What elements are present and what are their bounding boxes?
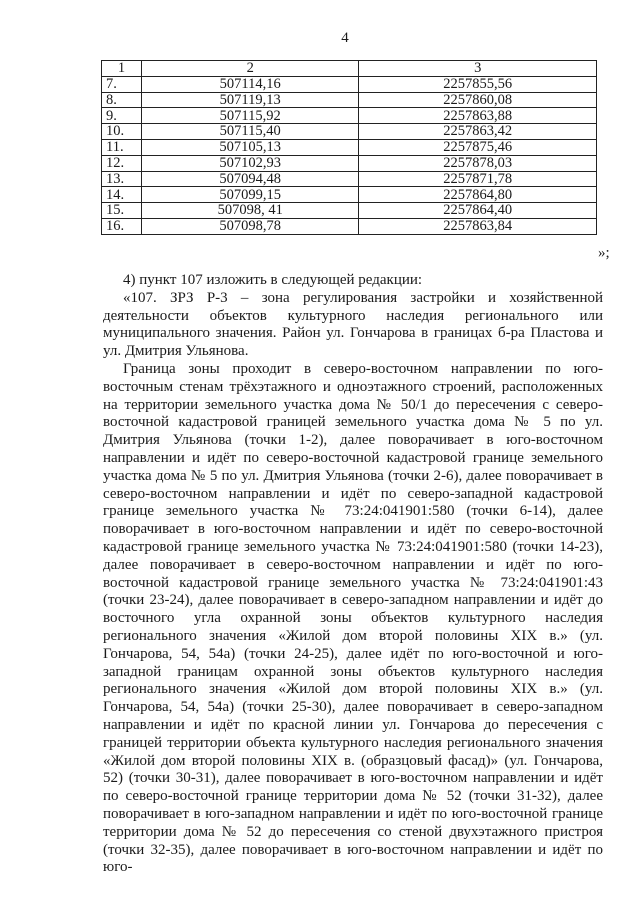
boundary-description: Граница зоны проходит в северо-восточном направлении по юго-восточным стенам трёхэтажного и одноэтажного строений, расположенных на территории земельного участка дома № 50/1 до пересечения с северо-восточной кадастровой границей земельного участка дома № 5 по ул. Дмитрия Ульянова (точки 1-2), далее поворачивает в юго-восточном направлении и идёт по северо-восточной кадастровой границе земельного участка дома № 5 по ул. Дмитрия Ульянова (точки 2-6), далее поворачивает в северо-восточном направлении и идёт по северо-западной кадастровой границе земельного участка № 73:24:041901:580 (точки 6-14), далее поворачивает в юго-восточном направлении и идёт по северо-восточной кадастровой границе земельного участка № 73:24:041901:580 (точки 14-23), далее поворачивает в северо-восточном направлении и идёт по юго-восточной кадастровой границе земельного участка № 73:24:041901:43 (точки 23-24), далее поворачивает в северо-западном направлении и идёт до восточного угла охранной зоны объектов культурного наследия регионального значения «Жилой дом второй половины XIX в.» (ул. Гончарова, 54, 54а) (точки 24-25), далее идёт по юго-восточной и юго-западной границам охранной зоны объектов культурного наследия регионального значения «Жилой дом второй половины XIX в.» (ул. Гончарова, 54, 54а) (точки 25-30), далее поворачивает в северо-западном направлении и идёт по красной линии ул. Гончарова до пересечения с границей территории объекта культурного наследия регионального значения «Жилой дом второй половины XIX в. (образцовый фасад)» (ул. Гончарова, 52) (точки 30-31), далее поворачивает в юго-восточном направлении и идёт по северо-восточной границе территории дома № 52 (точки 31-32), далее поворачивает в юго-западном направлении и идёт по юго-восточной границе территории дома № 52 до пересечения со стеной двухэтажного пристроя (точки 32-35), далее поворачивает в юго-восточном направлении и идёт по юго- — [103, 360, 603, 876]
item-heading: 4) пункт 107 изложить в следующей редакции: — [123, 272, 423, 288]
point-number-cell: 9. — [102, 108, 142, 124]
y-coordinate-cell: 2257863,42 — [359, 124, 597, 140]
document-body — [103, 272, 603, 877]
table-row — [102, 124, 597, 140]
table-row — [102, 187, 597, 203]
table-row — [102, 155, 597, 171]
x-coordinate-cell: 507115,92 — [141, 108, 359, 124]
zone-definition: «107. ЗРЗ Р-3 – зона регулирования застройки и хозяйственной деятельности объектов культурного наследия регионального или муниципального значения. Район ул. Гончарова в границах б-ра Пластова и ул. Дмитрия Ульянова. — [103, 289, 603, 360]
point-number-cell: 10. — [102, 124, 142, 140]
page-number: 4 — [341, 30, 349, 46]
point-number-cell: 15. — [102, 203, 142, 219]
column-header-2: 2 — [141, 61, 359, 77]
table-row — [102, 218, 597, 234]
x-coordinate-cell: 507098, 41 — [141, 203, 359, 219]
y-coordinate-cell: 2257863,88 — [359, 108, 597, 124]
coordinates-table — [101, 60, 597, 235]
table-row — [102, 171, 597, 187]
x-coordinate-cell: 507105,13 — [141, 139, 359, 155]
x-coordinate-cell: 507098,78 — [141, 218, 359, 234]
table-row — [102, 76, 597, 92]
y-coordinate-cell: 2257875,46 — [359, 139, 597, 155]
point-number-cell: 8. — [102, 92, 142, 108]
table-header-row — [102, 61, 597, 77]
y-coordinate-cell: 2257864,40 — [359, 203, 597, 219]
table-row — [102, 203, 597, 219]
table-row — [102, 108, 597, 124]
x-coordinate-cell: 507099,15 — [141, 187, 359, 203]
x-coordinate-cell: 507115,40 — [141, 124, 359, 140]
y-coordinate-cell: 2257871,78 — [359, 171, 597, 187]
y-coordinate-cell: 2257878,03 — [359, 155, 597, 171]
y-coordinate-cell: 2257855,56 — [359, 76, 597, 92]
point-number-cell: 7. — [102, 76, 142, 92]
column-header-1: 1 — [102, 61, 142, 77]
x-coordinate-cell: 507114,16 — [141, 76, 359, 92]
table-row — [102, 139, 597, 155]
column-header-3: 3 — [359, 61, 597, 77]
point-number-cell: 13. — [102, 171, 142, 187]
x-coordinate-cell: 507102,93 — [141, 155, 359, 171]
point-number-cell: 12. — [102, 155, 142, 171]
y-coordinate-cell: 2257863,84 — [359, 218, 597, 234]
x-coordinate-cell: 507119,13 — [141, 92, 359, 108]
table-closing-mark: »; — [598, 245, 610, 261]
x-coordinate-cell: 507094,48 — [141, 171, 359, 187]
point-number-cell: 14. — [102, 187, 142, 203]
point-number-cell: 16. — [102, 218, 142, 234]
point-number-cell: 11. — [102, 139, 142, 155]
table-row — [102, 92, 597, 108]
y-coordinate-cell: 2257864,80 — [359, 187, 597, 203]
y-coordinate-cell: 2257860,08 — [359, 92, 597, 108]
